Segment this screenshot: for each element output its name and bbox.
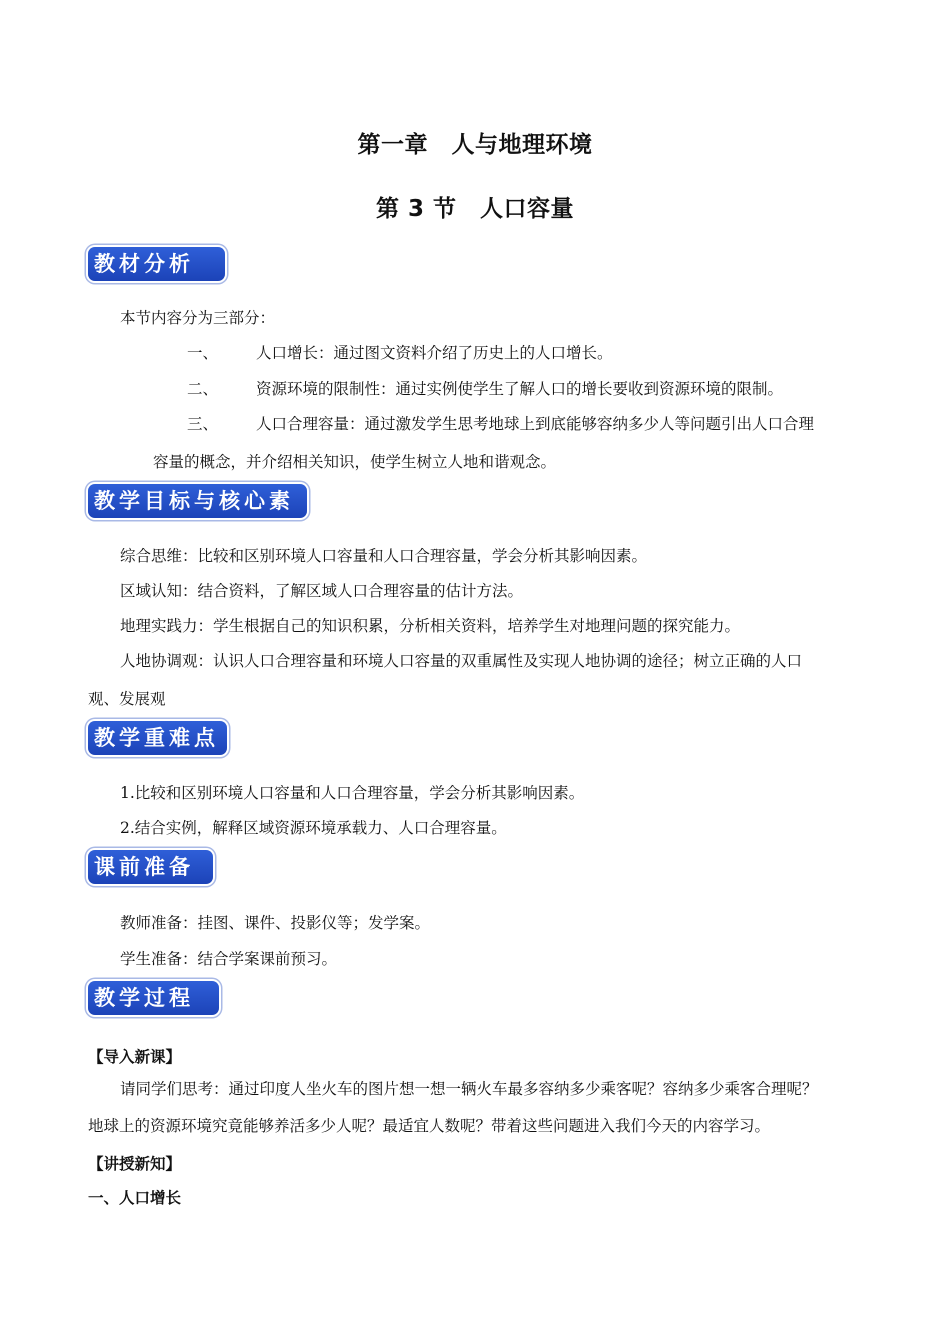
subheading-population-growth: 一、人口增长: [88, 1189, 182, 1207]
goals-heading: 教学目标与核心素养: [88, 484, 307, 518]
key-points-heading: 教学重难点: [88, 721, 227, 755]
intro-line: 地球上的资源环境究竟能够养活多少人呢？最适宜人数呢？带着这些问题进入我们今天的内容学习。: [88, 1117, 771, 1135]
process-heading: 教学过程: [88, 981, 219, 1015]
goal-line: 综合思维：比较和区别环境人口容量和人口合理容量，学会分析其影响因素。: [120, 547, 648, 565]
key-point-line: 2.结合实例，解释区域资源环境承载力、人口合理容量。: [120, 819, 507, 837]
preparation-line: 教师准备：挂图、课件、投影仪等；发学案。: [120, 914, 431, 932]
material-item-text-continued: 容量的概念，并介绍相关知识，使学生树立人地和谐观念。: [153, 453, 557, 471]
key-point-line: 1.比较和区别环境人口容量和人口合理容量，学会分析其影响因素。: [120, 784, 585, 802]
material-item-text: 人口合理容量：通过激发学生思考地球上到底能够容纳多少人等问题引出人口合理: [256, 415, 815, 433]
material-analysis-heading: 教材分析: [88, 247, 225, 281]
chapter-title: 第一章 人与地理环境: [357, 132, 593, 158]
material-intro: 本节内容分为三部分：: [120, 309, 276, 327]
goal-line: 区域认知：结合资料，了解区域人口合理容量的估计方法。: [120, 582, 524, 600]
material-item-text: 人口增长：通过图文资料介绍了历史上的人口增长。: [256, 344, 613, 362]
goal-line-continued: 观、发展观: [88, 690, 166, 708]
goal-line: 人地协调观：认识人口合理容量和环境人口容量的双重属性及实现人地协调的途径；树立正确的人口: [120, 652, 803, 670]
preparation-heading: 课前准备: [88, 850, 213, 884]
preparation-line: 学生准备：结合学案课前预习。: [120, 950, 338, 968]
new-knowledge-label: 【讲授新知】: [88, 1155, 182, 1173]
section-title: 第 3 节 人口容量: [375, 196, 575, 222]
intro-line: 请同学们思考：通过印度人坐火车的图片想一想一辆火车最多容纳多少乘客呢？容纳多少乘客合理呢？: [120, 1080, 818, 1098]
intro-label: 【导入新课】: [88, 1048, 182, 1066]
goal-line: 地理实践力：学生根据自己的知识积累，分析相关资料，培养学生对地理问题的探究能力。: [120, 617, 741, 635]
material-item-text: 资源环境的限制性：通过实例使学生了解人口的增长要收到资源环境的限制。: [256, 380, 784, 398]
material-item-num: 二、: [187, 380, 219, 398]
material-item-num: 一、: [187, 344, 219, 362]
material-item-num: 三、: [187, 415, 219, 433]
